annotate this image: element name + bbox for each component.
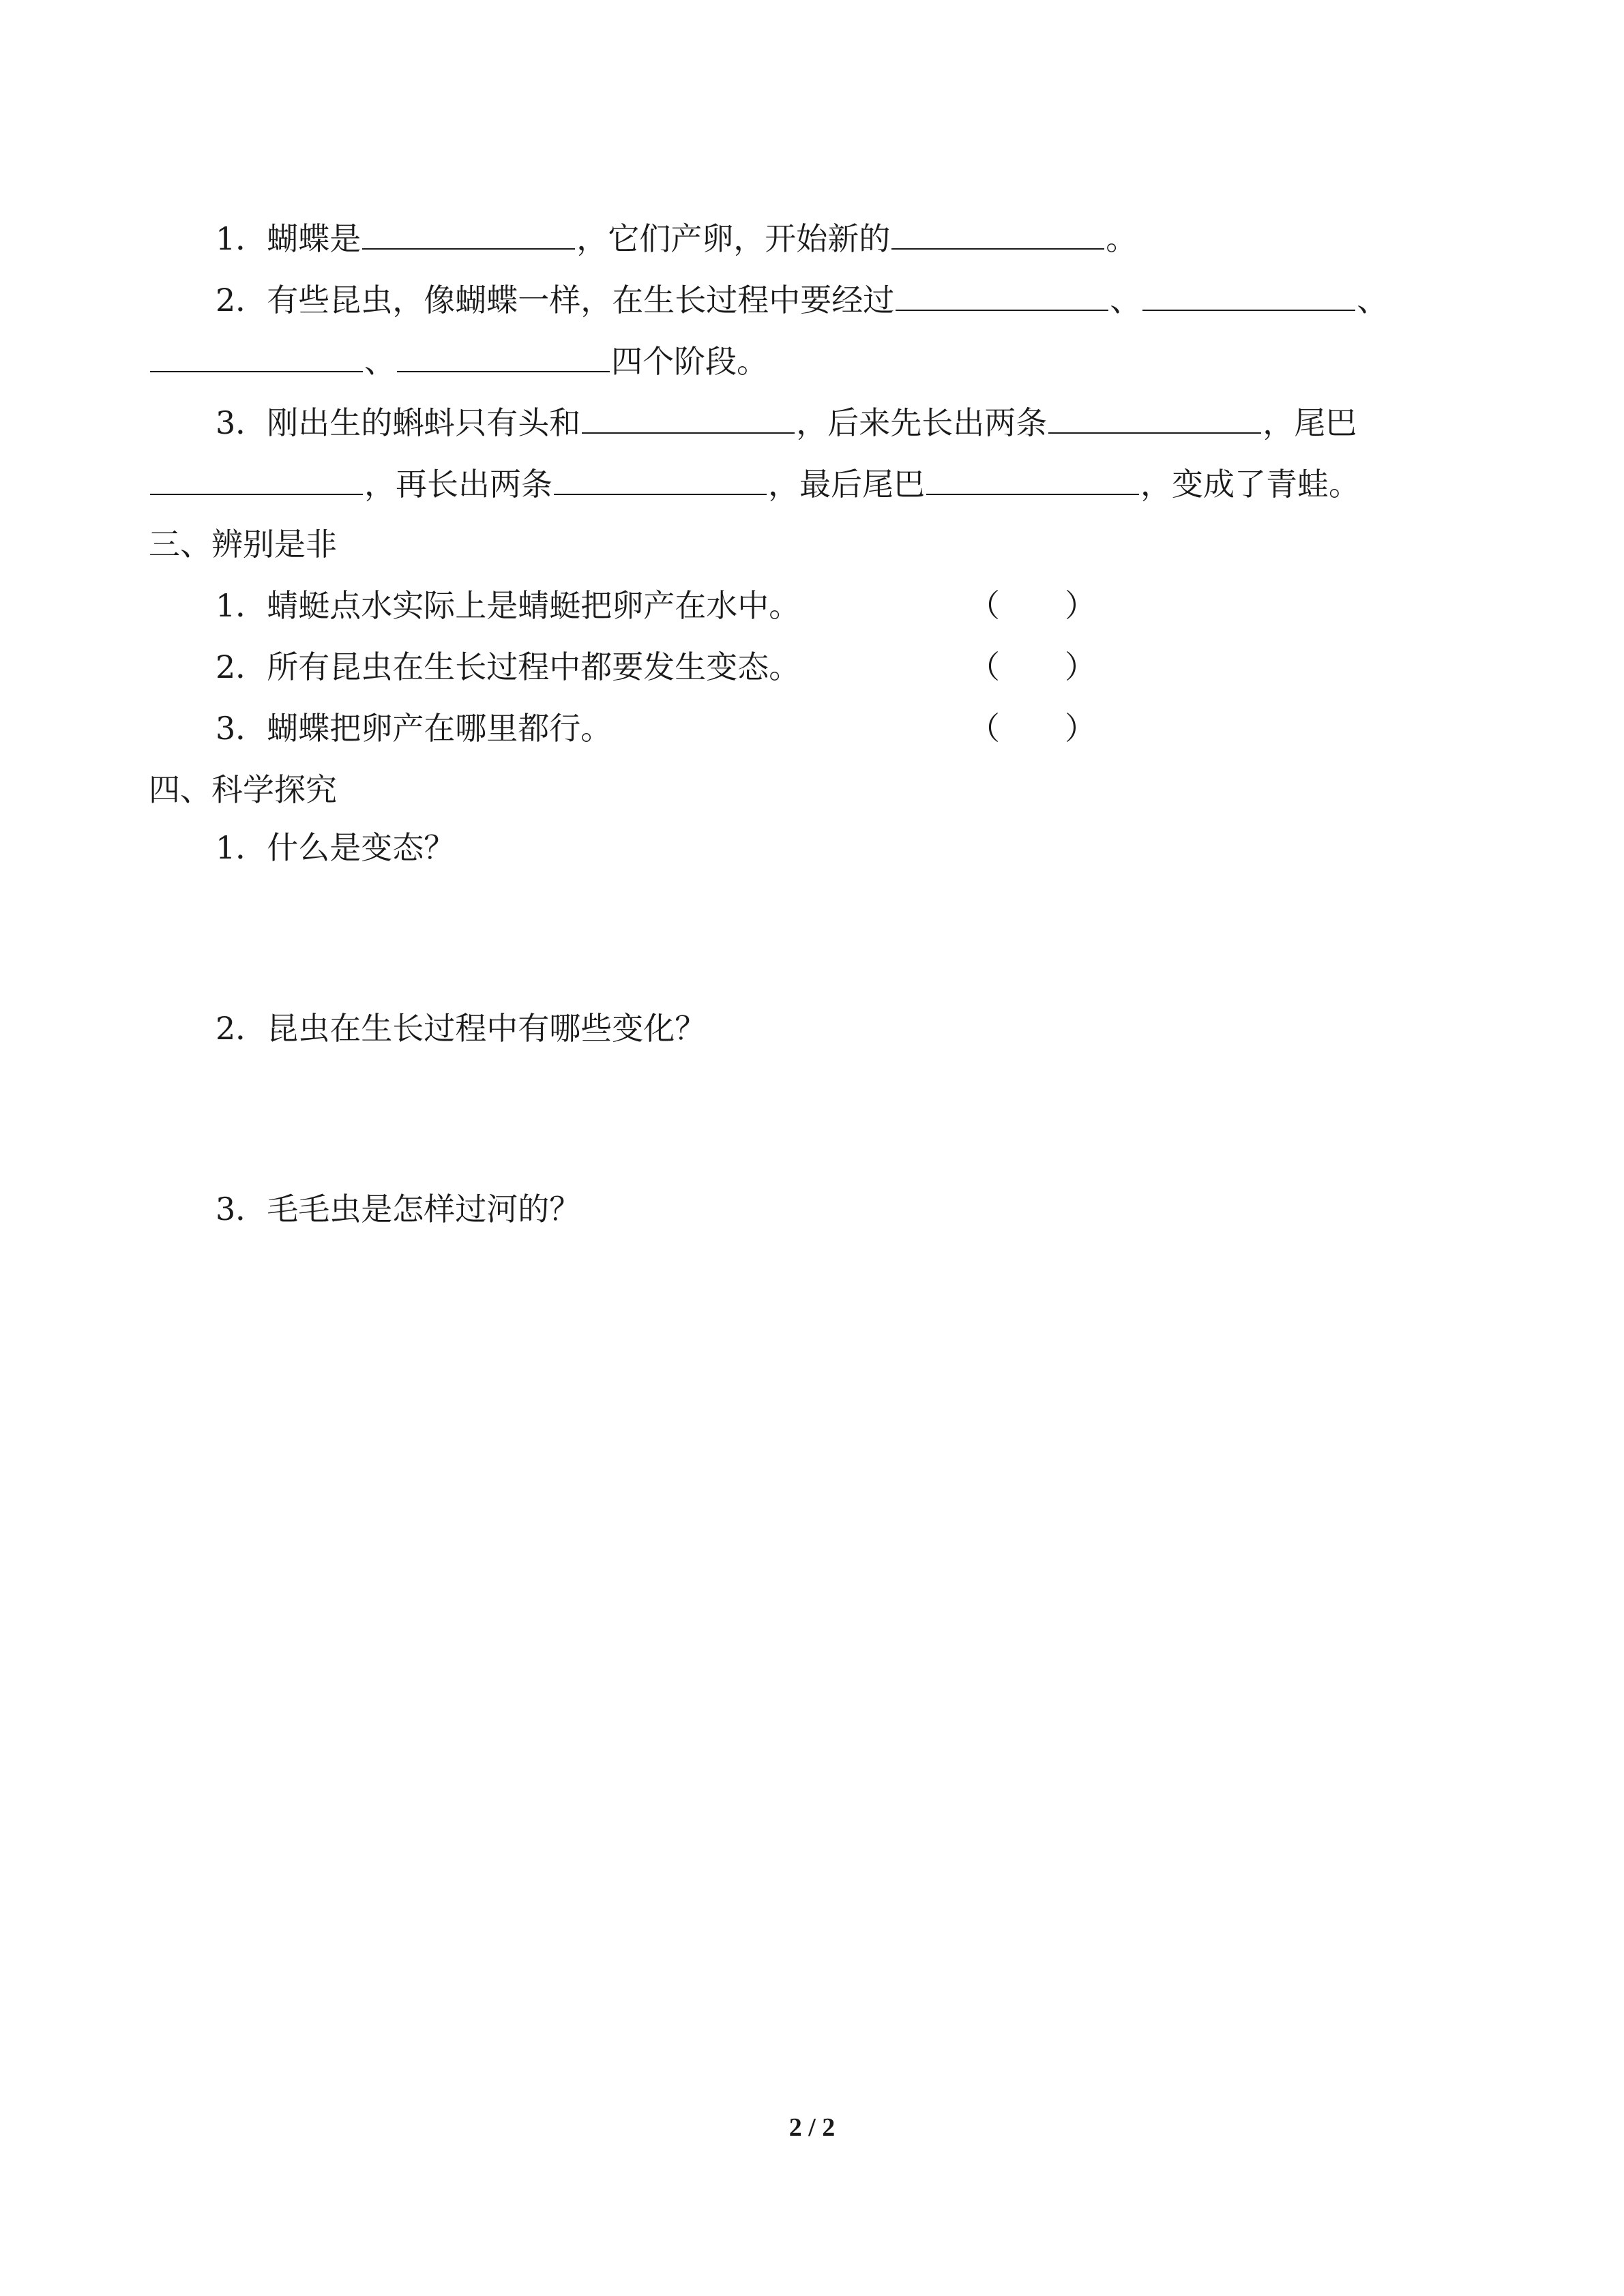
answer-blank[interactable]	[926, 462, 1139, 495]
inquiry-question-2: 2．昆虫在生长过程中有哪些变化？	[216, 1010, 707, 1047]
paren-open: （	[969, 587, 1000, 624]
fill-in-q3-line1	[216, 401, 1357, 443]
q3-text-f: ，变成了青蛙。	[1140, 466, 1360, 503]
answer-blank[interactable]	[1048, 401, 1261, 434]
inquiry-question-3: 3．毛毛虫是怎样过河的？	[216, 1191, 581, 1227]
tf-item-3	[216, 708, 612, 749]
q3-text-c: ，尾巴	[1263, 404, 1357, 441]
fill-in-q2-line2	[149, 340, 768, 382]
inquiry-question-1: 1．什么是变态？	[216, 829, 456, 866]
q2-sep2: 、	[1357, 282, 1389, 318]
answer-blank[interactable]	[397, 340, 610, 372]
tf-answer-1[interactable]	[969, 585, 1096, 626]
answer-blank[interactable]	[150, 340, 363, 372]
q2-number: 2．	[216, 282, 267, 318]
q2-text-a: 有些昆虫，像蝴蝶一样，在生长过程中要经过	[267, 282, 895, 318]
paren-close: ）	[1065, 710, 1096, 747]
tf-item-text: 2．所有昆虫在生长过程中都要发生变态。	[216, 648, 801, 685]
fill-in-q1	[216, 217, 1137, 259]
answer-blank[interactable]	[362, 217, 575, 250]
tf-item-text: 1．蜻蜓点水实际上是蜻蜓把卵产在水中。	[216, 587, 801, 624]
section3-title: 三、辨别是非	[149, 526, 337, 563]
q2-sep3: 、	[364, 343, 396, 380]
page-number: 2 / 2	[788, 2113, 836, 2142]
tf-item-2	[216, 646, 800, 687]
q3-text-a: 刚出生的蝌蚪只有头和	[267, 404, 581, 441]
answer-blank[interactable]	[150, 462, 363, 495]
fill-in-q2-line1	[216, 278, 1388, 320]
q3-text-b: ，后来先长出两条	[796, 404, 1048, 441]
paren-open: （	[969, 648, 1000, 685]
answer-blank[interactable]	[582, 401, 795, 434]
q1-text-c: 。	[1106, 220, 1138, 257]
paren-open: （	[969, 710, 1000, 747]
section4-title: 四、科学探究	[149, 771, 337, 808]
fill-in-q3-line2	[149, 462, 1360, 505]
answer-blank[interactable]	[891, 217, 1104, 250]
answer-blank[interactable]	[554, 462, 767, 495]
tf-answer-3[interactable]	[969, 708, 1096, 749]
paren-close: ）	[1065, 648, 1096, 685]
q1-text-a: 蝴蝶是	[267, 220, 361, 257]
answer-blank[interactable]	[896, 278, 1108, 311]
paren-close: ）	[1065, 587, 1096, 624]
q3-text-e: ，最后尾巴	[768, 466, 925, 503]
q1-number: 1．	[216, 220, 267, 257]
q3-text-d: ，再长出两条	[364, 466, 552, 503]
q2-sep1: 、	[1110, 282, 1142, 318]
q2-end: 四个阶段。	[611, 343, 768, 380]
q3-number: 3．	[216, 404, 267, 441]
answer-blank[interactable]	[1142, 278, 1355, 311]
tf-item-1	[216, 585, 800, 626]
q1-text-b: ，它们产卵，开始新的	[576, 220, 891, 257]
tf-item-text: 3．蝴蝶把卵产在哪里都行。	[216, 710, 612, 747]
tf-answer-2[interactable]	[969, 646, 1096, 687]
